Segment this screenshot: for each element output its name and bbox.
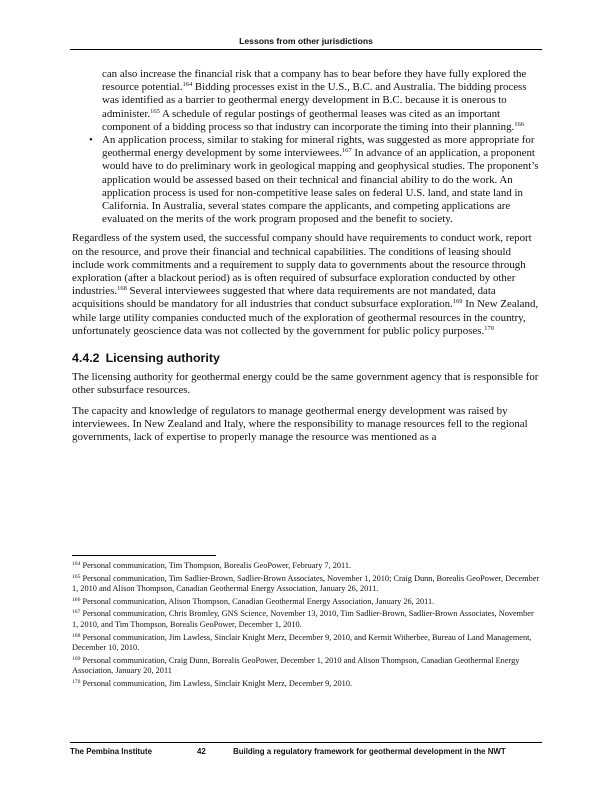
bullet-marker: •	[89, 134, 93, 147]
paragraph-regardless: Regardless of the system used, the successful company should have requirements to conduct work, report on the resource, and prove their financial and technical capabilities. The conditions of leasing should include work commitments and a requirement to supply data to governments about the resource through exploration (after a blackout period) as is often required of subsurface exploration conducted by other industries.$^{168}$ Several interviewees suggested that where data requirements are not mandated, data acquisitions should be mandatory for all industries that conduct subsurface exploration.$^{169}$ In New Zealand, while large utility companies conducted much of the exploration of geothermal resources in the country, unfortunately geoscience data was not collected by the government for public policy purposes.$^{170}$	[72, 232, 539, 337]
page-number: 42	[197, 747, 206, 756]
footnote-number: 167	[72, 609, 81, 616]
header-rule	[70, 49, 542, 50]
footnote-number: 164	[72, 561, 81, 567]
footnote	[72, 679, 540, 690]
running-header: Lessons from other jurisdictions	[239, 36, 373, 46]
footnote-ref: 168	[117, 285, 127, 293]
footnote-text: Personal communication, Tim Sadlier-Brown, Sadlier-Brown Associates, November 1, 2010; Craig Dunn, Borealis GeoPower, December 1, 2010 and Alison Thompson, Canadian Geothermal Energy Association, January 26, 2011.	[72, 573, 540, 594]
continued-paragraph: can also increase the financial risk that a company has to bear before they have fully explored the resource potential.$^{164}$ Bidding processes exist in the U.S., B.C. and Australia. The bidding process was identified as a barrier to geothermal energy development in B.C. because it is onerous to administer.$^{165}$ A schedule of regular postings of geothermal leases was cited as an important component of a bidding process so that industry can incorporate the timing into their planning.$^{166}$	[102, 68, 527, 133]
section-number: 4.4.2	[72, 351, 100, 366]
footnote-ref: 165	[150, 107, 160, 115]
footnote-text: Personal communication, Chris Bromley, GNS Science, November 13, 2010, Tim Sadlier-Brown, Sadlier-Brown Associates, November 1, 2010, and Tim Thompson, Borealis GeoPower, December 1, 2010.	[72, 609, 534, 629]
footnote	[72, 609, 540, 630]
footnote-ref: 166	[514, 120, 524, 128]
footnote	[72, 561, 540, 572]
footnote-number: 170	[72, 678, 81, 685]
footnote	[72, 656, 540, 677]
bullet-text: An application process, similar to staking for mineral rights, was suggested as more appropriate for geothermal energy development by some interviewees.$^{167}$ In advance of an application, a proponent would have to do preliminary work in geological mapping and geophysical studies. The proponent’s application would be assessed based on their technical and financial ability to do the work. An application process is used for non-competitive lease sales on federal U.S. land, and state land in California. In Australia, several states compare the applicants, and competing applications are evaluated on the merits of the work program proposed and the benefit to society.	[102, 134, 539, 226]
body-text	[72, 68, 540, 444]
section-heading	[72, 352, 540, 365]
footnote-text: Personal communication, Craig Dunn, Borealis GeoPower, December 1, 2010 and Alison Thompson, Canadian Geothermal Energy Association, January 20, 2011	[72, 655, 520, 676]
footnote	[72, 633, 540, 654]
footer-organization: The Pembina Institute	[70, 747, 152, 756]
footnote-ref: 164	[182, 81, 193, 89]
footer-document-title: Building a regulatory framework for geothermal development in the NWT	[233, 747, 506, 756]
page-footer	[70, 747, 542, 756]
footnote	[72, 597, 540, 608]
footnote-text: Personal communication, Tim Thompson, Borealis GeoPower, February 7, 2011.	[82, 561, 352, 570]
footnote-number: 165	[72, 573, 81, 580]
footnote-text: Personal communication, Alison Thompson, Canadian Geothermal Energy Association, January 26, 2011.	[82, 596, 435, 606]
footnote	[72, 574, 540, 595]
footnote-ref: 169	[452, 298, 463, 306]
footnote-text: Personal communication, Jim Lawless, Sinclair Knight Merz, December 9, 2010.	[82, 678, 353, 688]
footnotes	[72, 561, 540, 692]
footer-rule	[70, 742, 542, 743]
footnote-text: Personal communication, Jim Lawless, Sinclair Knight Merz, December 9, 2010, and Kermit Witherbee, Bureau of Land Management, December 10, 2010.	[72, 632, 532, 653]
footnote-ref: 167	[341, 147, 352, 155]
bullet-item	[72, 134, 540, 226]
paragraph-licensing: The licensing authority for geothermal energy could be the same government agency that is responsible for other subsurface resources.	[72, 371, 539, 397]
footnote-ref: 170	[484, 324, 494, 332]
footnote-separator	[72, 555, 216, 556]
footnote-number: 169	[72, 655, 81, 662]
footnote-number: 168	[72, 632, 81, 639]
section-title: Licensing authority	[105, 351, 220, 366]
paragraph-capacity: The capacity and knowledge of regulators to manage geothermal energy development was raised by interviewees. In New Zealand and Italy, where the responsibility to manage resources fell to the regional governments, lack of expertise to properly manage the resource was mentioned as a	[72, 404, 528, 444]
footnote-number: 166	[72, 596, 81, 603]
